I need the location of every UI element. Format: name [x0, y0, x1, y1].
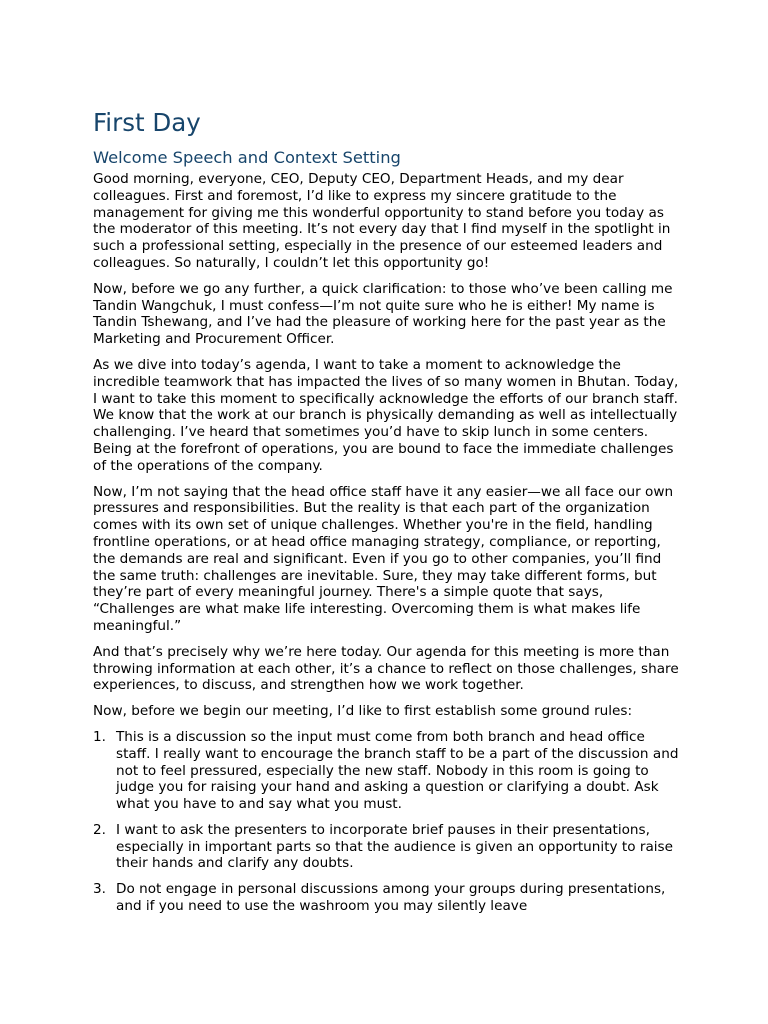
list-item-number: 2. [93, 821, 106, 838]
document-page [93, 106, 683, 924]
paragraph-greeting: Good morning, everyone, CEO, Deputy CEO, Department Heads, and my dear colleagues. First and foremost, I’d like to express my sincere gratitude to the management for giving me this wonderful opportunity to stand before you today as the moderator of this meeting. It’s not every day that I find myself in the spotlight in such a professional setting, especially in the presence of our esteemed leaders and colleagues. So naturally, I couldn’t let this opportunity go! [93, 171, 671, 271]
list-item [93, 822, 683, 872]
list-item-text: This is a discussion so the input must come from both branch and head office staff. I really want to encourage the branch staff to be a part of the discussion and not to feel pressured, especially the new staff. Nobody in this room is going to judge you for raising your hand and asking a question or clarifying a doubt. Ask what you have to and say what you must. [116, 728, 679, 813]
list-item [93, 881, 683, 915]
list-item-number: 1. [93, 728, 106, 745]
paragraph-challenges: Now, I’m not saying that the head office staff have it any easier—we all face our own pressures and responsibilities. But the reality is that each part of the organization comes with its own set of unique challenges. Whether you're in the field, handling frontline operations, or at head office managing strategy, compliance, or reporting, the demands are real and significant. Even if you go to other companies, you’ll find the same truth: challenges are inevitable. Sure, they may take different forms, but they’re part of every meaningful journey. There's a simple quote that says, “Challenges are what make life interesting. Overcoming them is what makes life meaningful.” [93, 483, 674, 634]
list-item [93, 729, 683, 813]
paragraph-ground-rules-intro: Now, before we begin our meeting, I’d like to first establish some ground rules: [93, 703, 633, 720]
document-title: First Day [93, 108, 201, 137]
paragraph-acknowledgement: As we dive into today’s agenda, I want to take a moment to acknowledge the incredible teamwork that has impacted the lives of so many women in Bhutan. Today, I want to take this moment to specifically acknowledge the efforts of our branch staff. We know that the work at our branch is physically demanding as well as intellectually challenging. I’ve heard that sometimes you’d have to skip lunch in some centers. Being at the forefront of operations, you are bound to face the immediate challenges of the operations of the company. [93, 356, 679, 474]
paragraph-clarification: Now, before we go any further, a quick clarification: to those who’ve been calling me Tandin Wangchuk, I must confess—I’m not quite sure who he is either! My name is Tandin Tshewang, and I’ve had the pleasure of working here for the past year as the Marketing and Procurement Officer. [93, 280, 673, 348]
list-item-number: 3. [93, 881, 106, 898]
list-item-text: I want to ask the presenters to incorporate brief pauses in their presentations, especially in important parts so that the audience is given an opportunity to raise their hands and clarify any doubts. [116, 821, 673, 872]
list-item-text: Do not engage in personal discussions among your groups during presentations, and if you need to use the washroom you may silently leave [116, 881, 666, 915]
paragraph-purpose: And that’s precisely why we’re here today. Our agenda for this meeting is more than throwing information at each other, it’s a chance to reflect on those challenges, share experiences, to discuss, and strengthen how we work together. [93, 643, 679, 694]
section-heading: Welcome Speech and Context Setting [93, 148, 401, 167]
ground-rules-list [93, 729, 683, 915]
